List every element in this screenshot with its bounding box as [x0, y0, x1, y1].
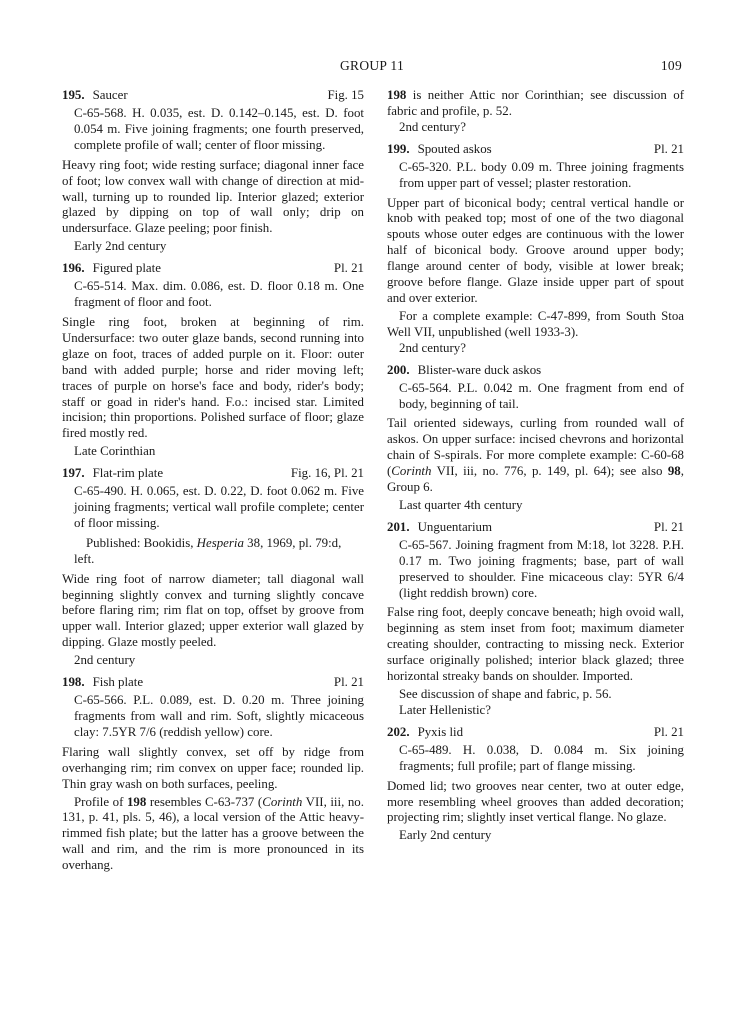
- comparison-note: [62, 795, 364, 875]
- entry-number: 196.: [62, 261, 85, 276]
- publication-note: [74, 536, 364, 568]
- entry-inventory: C-65-566. P.L. 0.089, est. D. 0.20 m. Three joining fragments from wall and rim. Soft, slightly micaceous clay: 7.5YR 7/6 (reddish yellow) core.: [74, 693, 364, 739]
- comparison-text: Profile of: [74, 794, 124, 809]
- comparison-text: resembles C-63-737 (: [149, 794, 263, 809]
- entry-name: Figured plate: [92, 261, 161, 276]
- entry-inventory: C-65-564. P.L. 0.042 m. One fragment from end of body, beginning of tail.: [399, 380, 684, 411]
- entry-heading: [62, 466, 364, 482]
- entry-date: Late Corinthian: [74, 444, 156, 459]
- comparison-note: For a complete example: C-47-899, from South Stoa Well VII, unpublished (well 1933-3).: [387, 308, 684, 339]
- entry-number: 201.: [387, 519, 410, 534]
- entry-number: 199.: [387, 141, 410, 156]
- publication-detail: 38, 1969, pl. 79:d, left.: [74, 535, 342, 566]
- entry-heading: [387, 363, 684, 379]
- entry-number: 197.: [62, 466, 85, 481]
- discussion-note: See discussion of shape and fabric, p. 56.: [399, 687, 612, 701]
- entry-date: Early 2nd century: [74, 239, 167, 254]
- entry-cross-reference: 98: [667, 464, 681, 479]
- entry-number: 195.: [62, 88, 85, 102]
- page-number: 109: [660, 58, 682, 73]
- figure-reference: Fig. 15: [327, 88, 364, 102]
- plate-reference: Pl. 21: [653, 141, 684, 156]
- catalogue-entry-195: [62, 88, 364, 255]
- entry-description: Single ring foot, broken at beginning of rim. Undersurface: two outer glaze bands, second running into glaze on foot, traces of added purple on it. Floor: outer band with added purple; horse and rider moving left; traces of purple on horse's face and body, rider's body; staff or goad in rider's hand. F.o.: incised star. Limited incision; thin proportions. Polished surface of floor; glaze fired mostly red.: [62, 314, 364, 441]
- comparison-text: is neither Attic nor Corinthian; see discussion of fabric and profile, p. 52.: [387, 88, 684, 118]
- entry-date: 2nd century?: [399, 119, 466, 134]
- entry-inventory: C-65-514. Max. dim. 0.086, est. D. floor 0.18 m. One fragment of floor and foot.: [74, 279, 364, 310]
- entry-date: 2nd century?: [399, 340, 466, 355]
- entry-inventory: C-65-490. H. 0.065, est. D. 0.22, D. foot 0.062 m. Five joining fragments; vertical wall profile complete; center of floor missing.: [74, 484, 364, 530]
- entry-description: [387, 416, 684, 496]
- entry-name: Saucer: [92, 88, 128, 102]
- entry-number: 200.: [387, 362, 410, 377]
- entry-heading: [387, 142, 684, 158]
- running-head: [0, 58, 744, 78]
- description-text: VII, iii, no. 776, p. 149, pl. 64); see also: [436, 464, 663, 479]
- entry-cross-reference: 198: [126, 794, 147, 809]
- series-title: Corinth: [391, 464, 432, 479]
- comparison-note-continued: [387, 88, 684, 120]
- publication-lead: Published: Bookidis,: [86, 535, 194, 550]
- figure-reference: Fig. 16, Pl. 21: [290, 466, 364, 481]
- catalogue-entry-199: [387, 142, 684, 357]
- description-text: Tail oriented sideways, curling from rounded wall of askos. On upper surface: incised chevrons and horizontal chain of S-spirals. For more complete example: C-60-68 (: [387, 416, 684, 479]
- entry-date: 2nd century: [74, 653, 136, 668]
- catalogue-entry-196: [62, 261, 364, 460]
- comparison-text: VII, iii, no. 131, p. 41, pls. 5, 46), a local version of the Attic heavy-rimmed fish plate; but the latter has a groove between the wall and rim, and the rim is more pronounced in its overhang.: [62, 794, 364, 873]
- entry-heading: [387, 520, 684, 536]
- left-column: [62, 88, 364, 874]
- description-text: , Group 6.: [387, 464, 684, 495]
- entry-description: Upper part of biconical body; central vertical handle or knob with peaked top; most of one of the two diagonal spouts whose outer edges are continuous with the lower half of biconical body. Groove around upper body; flange around center of body, visible at lower break; groove before flange. Glaze inside upper part of spout and over exterior.: [387, 195, 684, 305]
- right-column: [387, 88, 684, 850]
- entry-date: Last quarter 4th century: [399, 497, 523, 512]
- plate-reference: Pl. 21: [333, 675, 364, 690]
- entry-name: Unguentarium: [417, 519, 493, 534]
- entry-description: False ring foot, deeply concave beneath; high ovoid wall, beginning as stem inset from foot; maximum diameter creating shoulder, contracting to missing neck. Exterior surface originally polished; interior black glazed; three horizontal streaky bands on shoulder. Imported.: [387, 605, 684, 684]
- entry-name: Pyxis lid: [417, 724, 464, 739]
- entry-description: Heavy ring foot; wide resting surface; diagonal inner face of foot; low convex wall with change of direction at mid-wall, turning up to rounded lip. Interior glazed; exterior glazed by dipping on top of wall only; drip on undersurface. Glaze peeling; poor finish.: [62, 157, 364, 236]
- entry-inventory: C-65-320. P.L. body 0.09 m. Three joining fragments from upper part of vessel; plaster restoration.: [399, 159, 684, 190]
- entry-date: Early 2nd century: [399, 828, 492, 843]
- entry-description: Domed lid; two grooves near center, two at outer edge, more resembling wheel grooves than added decoration; projecting rim; slightly inset vertical flange. No glaze.: [387, 778, 684, 825]
- catalogue-entry-198-continued: [387, 88, 684, 136]
- entry-number: 198.: [62, 675, 85, 690]
- journal-title: Hesperia: [196, 535, 244, 550]
- entry-name: Spouted askos: [417, 141, 492, 156]
- series-title: Corinth: [262, 794, 303, 809]
- entry-inventory: C-65-489. H. 0.038, D. 0.084 m. Six joining fragments; full profile; part of flange missing.: [399, 742, 684, 773]
- running-head-title: GROUP 11: [339, 58, 405, 73]
- entry-heading: [62, 88, 364, 104]
- entry-inventory: C-65-567. Joining fragment from M:18, lot 3228. P.H. 0.17 m. Two joining fragments; base, part of wall preserved to shoulder. Fine micaceous clay: 5YR 6/4 (light reddish brown) core.: [399, 537, 684, 600]
- catalogue-entry-202: [387, 725, 684, 844]
- plate-reference: Pl. 21: [333, 261, 364, 276]
- catalogue-entry-198: [62, 675, 364, 874]
- catalogue-entry-200: [387, 363, 684, 514]
- entry-heading: [62, 675, 364, 691]
- entry-heading: [387, 725, 684, 741]
- entry-name: Fish plate: [92, 675, 144, 690]
- entry-cross-reference: 198: [387, 88, 407, 102]
- catalogue-entry-197: [62, 466, 364, 669]
- entry-number: 202.: [387, 724, 410, 739]
- entry-description: Wide ring foot of narrow diameter; tall diagonal wall beginning slightly convex and turning slightly concave before flaring rim; rim flat on top, offset by groove from upper wall. Interior glazed; upper exterior wall glazed by dipping. Glaze mostly peeled.: [62, 571, 364, 650]
- plate-reference: Pl. 21: [653, 519, 684, 534]
- plate-reference: Pl. 21: [653, 724, 684, 739]
- entry-inventory: C-65-568. H. 0.035, est. D. 0.142–0.145, est. D. foot 0.054 m. Five joining fragments; one fourth preserved, complete profile of wall; center of floor missing.: [74, 106, 364, 152]
- entry-description: Flaring wall slightly convex, set off by ridge from overhanging rim; rim convex on upper face; rounded lip. Thin gray wash on both surfaces, peeling.: [62, 744, 364, 791]
- entry-heading: [62, 261, 364, 277]
- entry-date: Later Hellenistic?: [399, 702, 491, 717]
- catalogue-entry-201: [387, 520, 684, 719]
- entry-name: Flat-rim plate: [92, 466, 164, 481]
- entry-name: Blister-ware duck askos: [417, 362, 542, 377]
